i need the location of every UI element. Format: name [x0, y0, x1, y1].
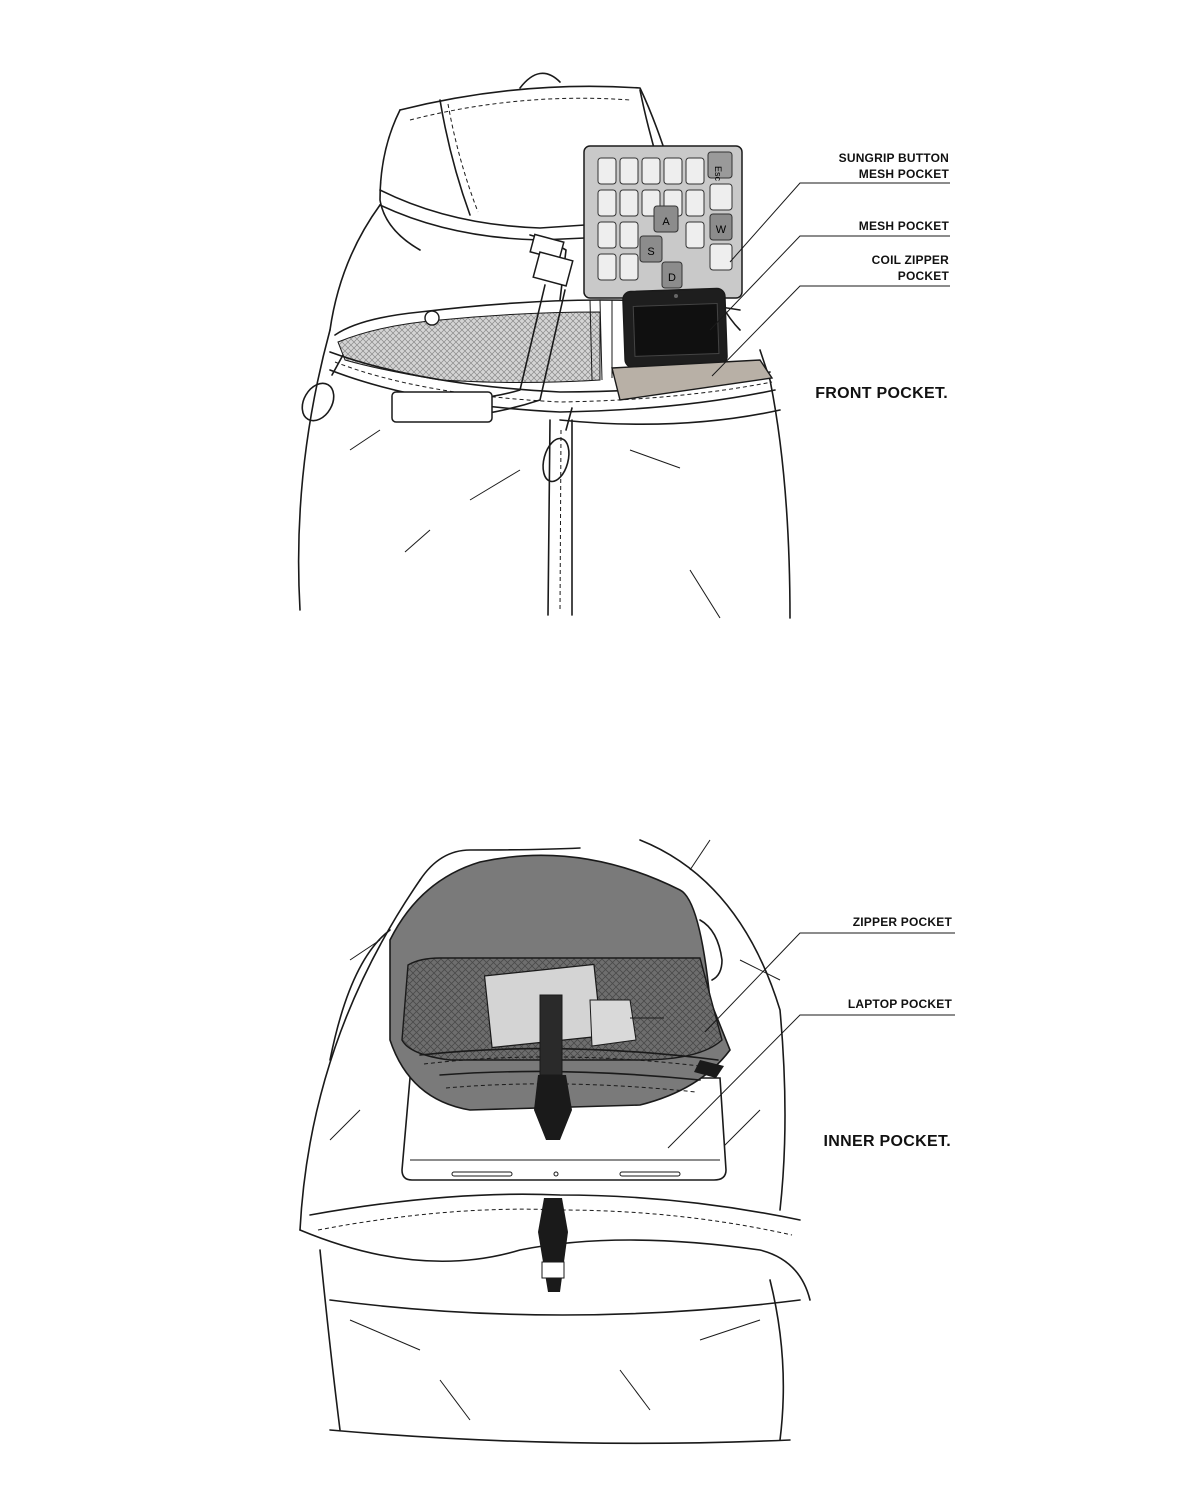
callout-mesh-pocket: MESH POCKET [858, 219, 949, 233]
front-pocket-title: FRONT POCKET. [815, 385, 948, 402]
inner-backpack [300, 840, 810, 1443]
key-d: D [668, 272, 676, 284]
front-backpack [296, 73, 790, 618]
key-w: W [715, 224, 727, 236]
keyboard-item [584, 146, 742, 298]
inner-pocket-title: INNER POCKET. [823, 1133, 951, 1150]
key-s: S [647, 246, 655, 258]
callout-sungrip-button-mesh-pocket: SUNGRIP BUTTON MESH POCKET [838, 151, 949, 181]
callout-zipper-pocket: ZIPPER POCKET [852, 915, 952, 929]
callout-laptop-pocket: LAPTOP POCKET [847, 997, 952, 1011]
callout-coil-zipper-pocket: COIL ZIPPER POCKET [871, 253, 949, 283]
key-a: A [662, 216, 670, 228]
key-esc: Esc [713, 166, 723, 182]
